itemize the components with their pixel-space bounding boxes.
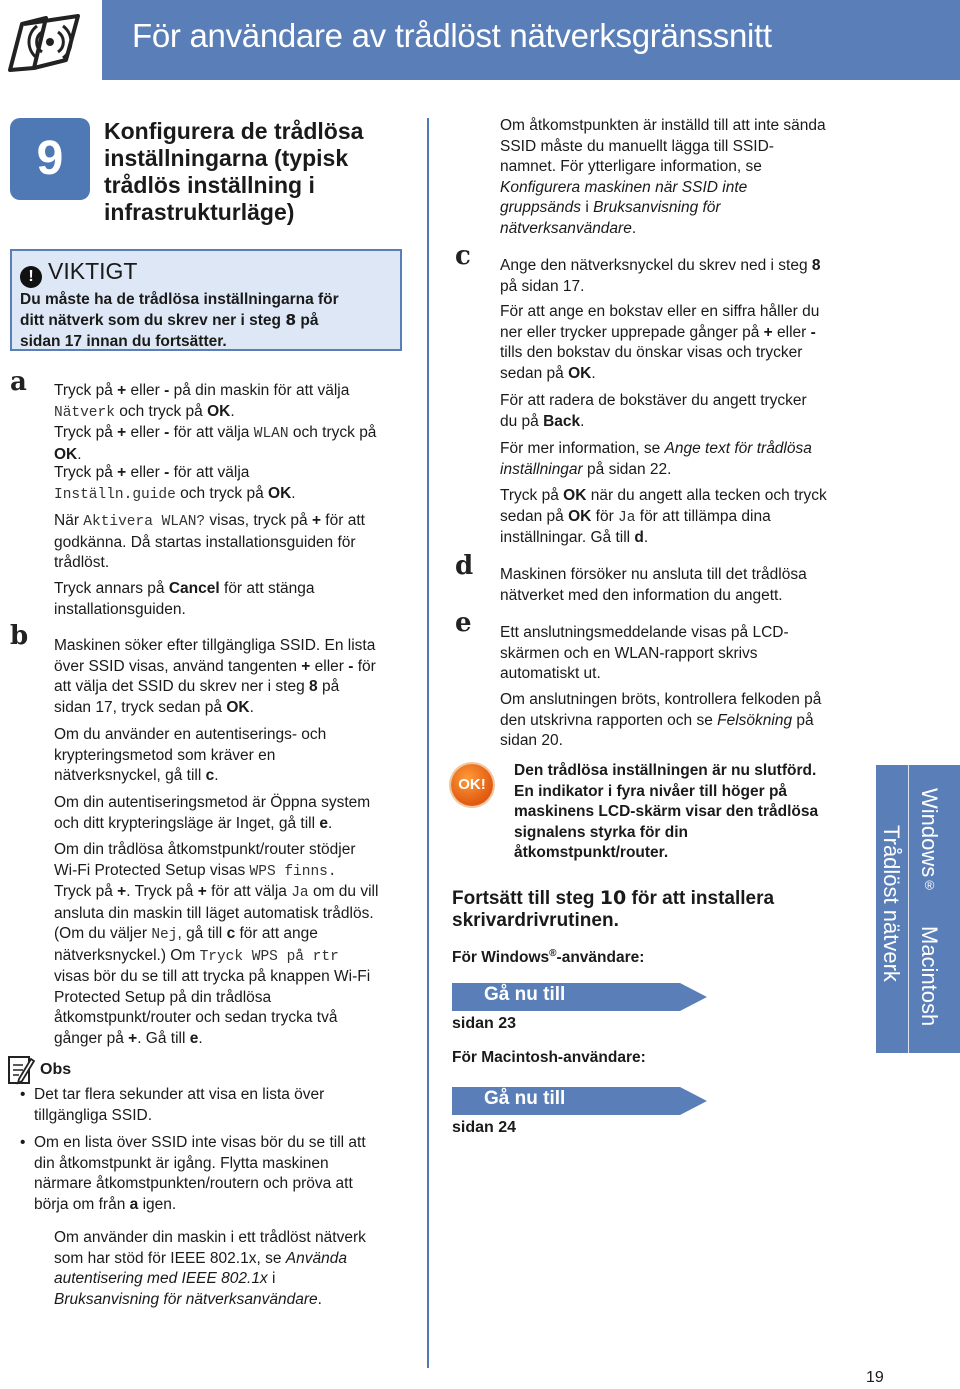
side-tab-macintosh: Macintosh: [917, 926, 942, 1027]
wireless-person-icon: [4, 10, 84, 74]
step-c-para-1: Ange den nätverksnyckel du skrev ned i steg 8 på sidan 17.: [500, 257, 821, 295]
goto-mac-label[interactable]: Gå nu till: [484, 1088, 566, 1109]
important-text: Du måste ha de trådlösa inställningarna för ditt nätverk som du skrev ner i steg 8 på sidan 17 innan du fortsätter.: [20, 291, 339, 350]
step-e-para-1: Ett anslutningsmeddelande visas på LCD- skärmen och en WLAN-rapport skrivs automatiskt ut.: [500, 624, 789, 682]
exclamation-icon: !: [20, 266, 42, 288]
step-b-para-2: Om du använder en autentiserings- och krypteringsmetod som kräver en nätverksnyckel, gå till c.: [54, 726, 327, 784]
step-title-line: inställningarna (typisk: [104, 145, 349, 171]
obs-bullet-2: • Om en lista över SSID inte visas bör du se till att din åtkomstpunkt är igång. Flytta maskinen närmare åtkomstpunkten/routern och pröva att börja om från a igen.: [20, 1134, 366, 1213]
step-d-para: Maskinen försöker nu ansluta till det trådlösa nätverket med den information du angett.: [500, 566, 807, 604]
step-c-para-5: Tryck på OK när du angett alla tecken och tryck sedan på OK för Ja för att tillämpa dina inställningar. Gå till d.: [500, 487, 827, 546]
step-title-line: trådlös inställning i: [104, 172, 315, 198]
substep-letter-b: b: [10, 621, 29, 651]
step-b-para-1: Maskinen söker efter tillgängliga SSID. En lista över SSID visas, använd tangenten + eller - för att välja det SSID du skrev ner i steg 8 på sidan 17, tryck sedan på OK.: [54, 637, 376, 716]
mac-users-label: För Macintosh-användare:: [452, 1049, 646, 1066]
ssid-broadcast-note: Om åtkomstpunkten är inställd till att inte sända SSID måste du manuellt lägga till SSID- namnet. För ytterligare information, se Konfigurera maskinen när SSID inte gruppsänds i Bruksanvisning för nätverksanvändare.: [500, 117, 826, 237]
substep-letter-a: a: [10, 367, 27, 397]
page-number: 19: [866, 1369, 884, 1386]
step-title-line: infrastrukturläge): [104, 199, 295, 225]
step-a-para-1: Tryck på + eller - på din maskin för att välja Nätverk och tryck på OK.: [54, 382, 350, 421]
note-pencil-icon: [7, 1053, 35, 1087]
bullet-dot: •: [20, 1134, 26, 1151]
step-a-para-5: Tryck annars på Cancel för att stänga installationsguiden.: [54, 580, 315, 618]
ok-badge: OK!: [451, 764, 493, 806]
step-number-badge: 9: [10, 118, 90, 200]
goto-mac-page[interactable]: sidan 24: [452, 1119, 517, 1136]
goto-windows-page[interactable]: sidan 23: [452, 1015, 517, 1032]
bullet-dot: •: [20, 1086, 26, 1103]
completion-message: Den trådlösa inställningen är nu slutförd. En indikator i fyra nivåer till höger på maskinens LCD-skärm visar den trådlösa signalens styrka för din åtkomstpunkt/router.: [514, 762, 819, 861]
substep-letter-d: d: [455, 551, 474, 581]
column-divider: [427, 118, 429, 1368]
ieee-note: Om använder din maskin i ett trådlöst nätverk som har stöd för IEEE 802.1x, se Använda autentisering med IEEE 802.1x i Bruksanvisning för nätverksanvändare.: [54, 1229, 366, 1308]
obs-title: Obs: [40, 1061, 72, 1078]
step-b-para-4: Om din trådlösa åtkomstpunkt/router stödjer Wi-Fi Protected Setup visas WPS finns. Tryck på +. Tryck på + för att välja Ja om du vill ansluta din maskin till läget automatisk trådlös. (Om du väljer Nej, gå till c för att ange nätverksnyckel.) Om Tryck WPS på rtr visas bör du se till att trycka på knappen Wi-Fi Protected Setup på din trådlösa åtkomstpunkt/router och sedan trycka två gånger på +. Gå till e.: [54, 841, 379, 1047]
windows-users-label: För Windows®-användare:: [452, 948, 645, 967]
step-b-para-3: Om din autentiseringsmetod är Öppna system och ditt krypteringsläge är Inget, gå till e.: [54, 794, 371, 832]
step-c-para-2: För att ange en bokstav eller en siffra håller du ner eller trycker upprepade gånger på + eller - tills den bokstav du önskar visas och trycker sedan på OK.: [500, 303, 820, 382]
step-a-para-3: Tryck på + eller - för att välja Inställn.guide och tryck på OK.: [54, 464, 296, 503]
side-tab-divider: [908, 765, 909, 1053]
page-title: För användare av trådlöst nätverksgränssnitt: [132, 17, 772, 54]
step-a-para-2: Tryck på + eller - för att välja WLAN och tryck på OK.: [54, 424, 377, 463]
important-box: [10, 249, 402, 351]
step-a-para-4: När Aktivera WLAN? visas, tryck på + för att godkänna. Då startas installationsguiden för trådlöst.: [54, 512, 365, 571]
step-title: [104, 118, 404, 226]
side-tab-wireless: Trådlöst nätverk: [879, 825, 904, 982]
step-e-para-2: Om anslutningen bröts, kontrollera felkoden på den utskrivna rapporten och se Felsökning på sidan 20.: [500, 691, 822, 749]
step-title-line: Konfigurera de trådlösa: [104, 118, 364, 144]
important-heading: ! VIKTIGT: [20, 257, 137, 288]
substep-letter-e: e: [455, 608, 472, 638]
step-c-para-3: För att radera de bokstäver du angett trycker du på Back.: [500, 392, 807, 430]
continue-heading: Fortsätt till steg 10 för att installera skrivardrivrutinen.: [452, 887, 775, 931]
side-tab-windows: Windows®: [917, 788, 942, 893]
goto-windows-label[interactable]: Gå nu till: [484, 984, 566, 1005]
obs-bullet-1: • Det tar flera sekunder att visa en lista över tillgängliga SSID.: [20, 1086, 325, 1124]
substep-letter-c: c: [455, 241, 471, 271]
step-c-para-4: För mer information, se Ange text för trådlösa inställningar på sidan 22.: [500, 440, 812, 478]
